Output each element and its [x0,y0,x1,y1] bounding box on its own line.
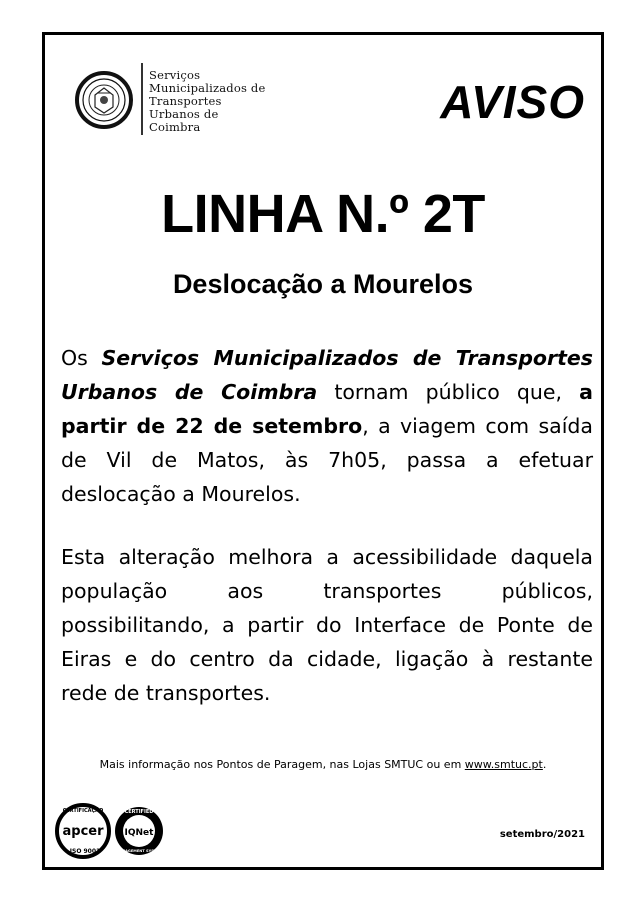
smtuc-logo [75,63,315,139]
info-text: Mais informação nos Pontos de Paragem, nas Lojas SMTUC ou em [99,758,465,771]
page-subtitle: Deslocação a Mourelos [172,269,474,299]
logo-divider [141,63,143,135]
apcer-top-text: CERTIFICAÇÃO [62,808,104,814]
notice-frame [42,32,604,870]
logo-line: Urbanos de [149,107,219,121]
apcer-name: apcer [62,824,104,839]
paragraph-line: rede de transportes. [61,681,271,705]
coimbra-seal-icon [75,71,133,129]
iqnet-badge-icon [115,807,163,855]
logo-line: Serviços [149,68,201,82]
paragraph-line: possibilitando, a partir do Interface de Ponte de [61,613,593,637]
effective-date: a partir de 22 de setembro [61,380,593,438]
benefit-paragraph [61,540,593,710]
text-run: , a viagem com saída de Vil de Matos, às 7h05, passa a efetuar deslocação a Mourelos. [61,414,593,506]
paragraph-line: Eiras e do centro da cidade, ligação à restante [61,647,593,671]
apcer-badge-icon [57,805,109,857]
paragraph-line: população aos transportes públicos, [61,579,593,603]
website-link[interactable]: www.smtuc.pt [464,758,543,771]
logo-line: Transportes [149,94,222,108]
paragraph-line: Esta alteração melhora a acessibilidade daquela [61,545,593,569]
apcer-iso: ISO 9001 [69,848,101,855]
text-run: tornam público que, [317,380,580,404]
iqnet-top-text: CERTIFIED [124,809,154,815]
page-title: LINHA N.º 2T [161,184,485,244]
iqnet-bottom-text: MANAGEMENT SYSTEM [115,849,163,853]
text-run: Os [61,346,102,370]
more-info [45,758,601,771]
announcement-paragraph [61,341,593,511]
logo-line: Coimbra [149,120,201,134]
iqnet-name: IQNet [124,828,154,838]
logo-text [149,69,265,134]
info-suffix: . [542,758,547,771]
logo-line: Municipalizados de [149,81,266,95]
organization-name: Serviços Municipalizados de Transportes Urbanos de Coimbra [61,346,594,404]
publication-date: setembro/2021 [499,829,585,840]
notice-label: AVISO [440,76,585,128]
certification-badges [55,801,165,861]
